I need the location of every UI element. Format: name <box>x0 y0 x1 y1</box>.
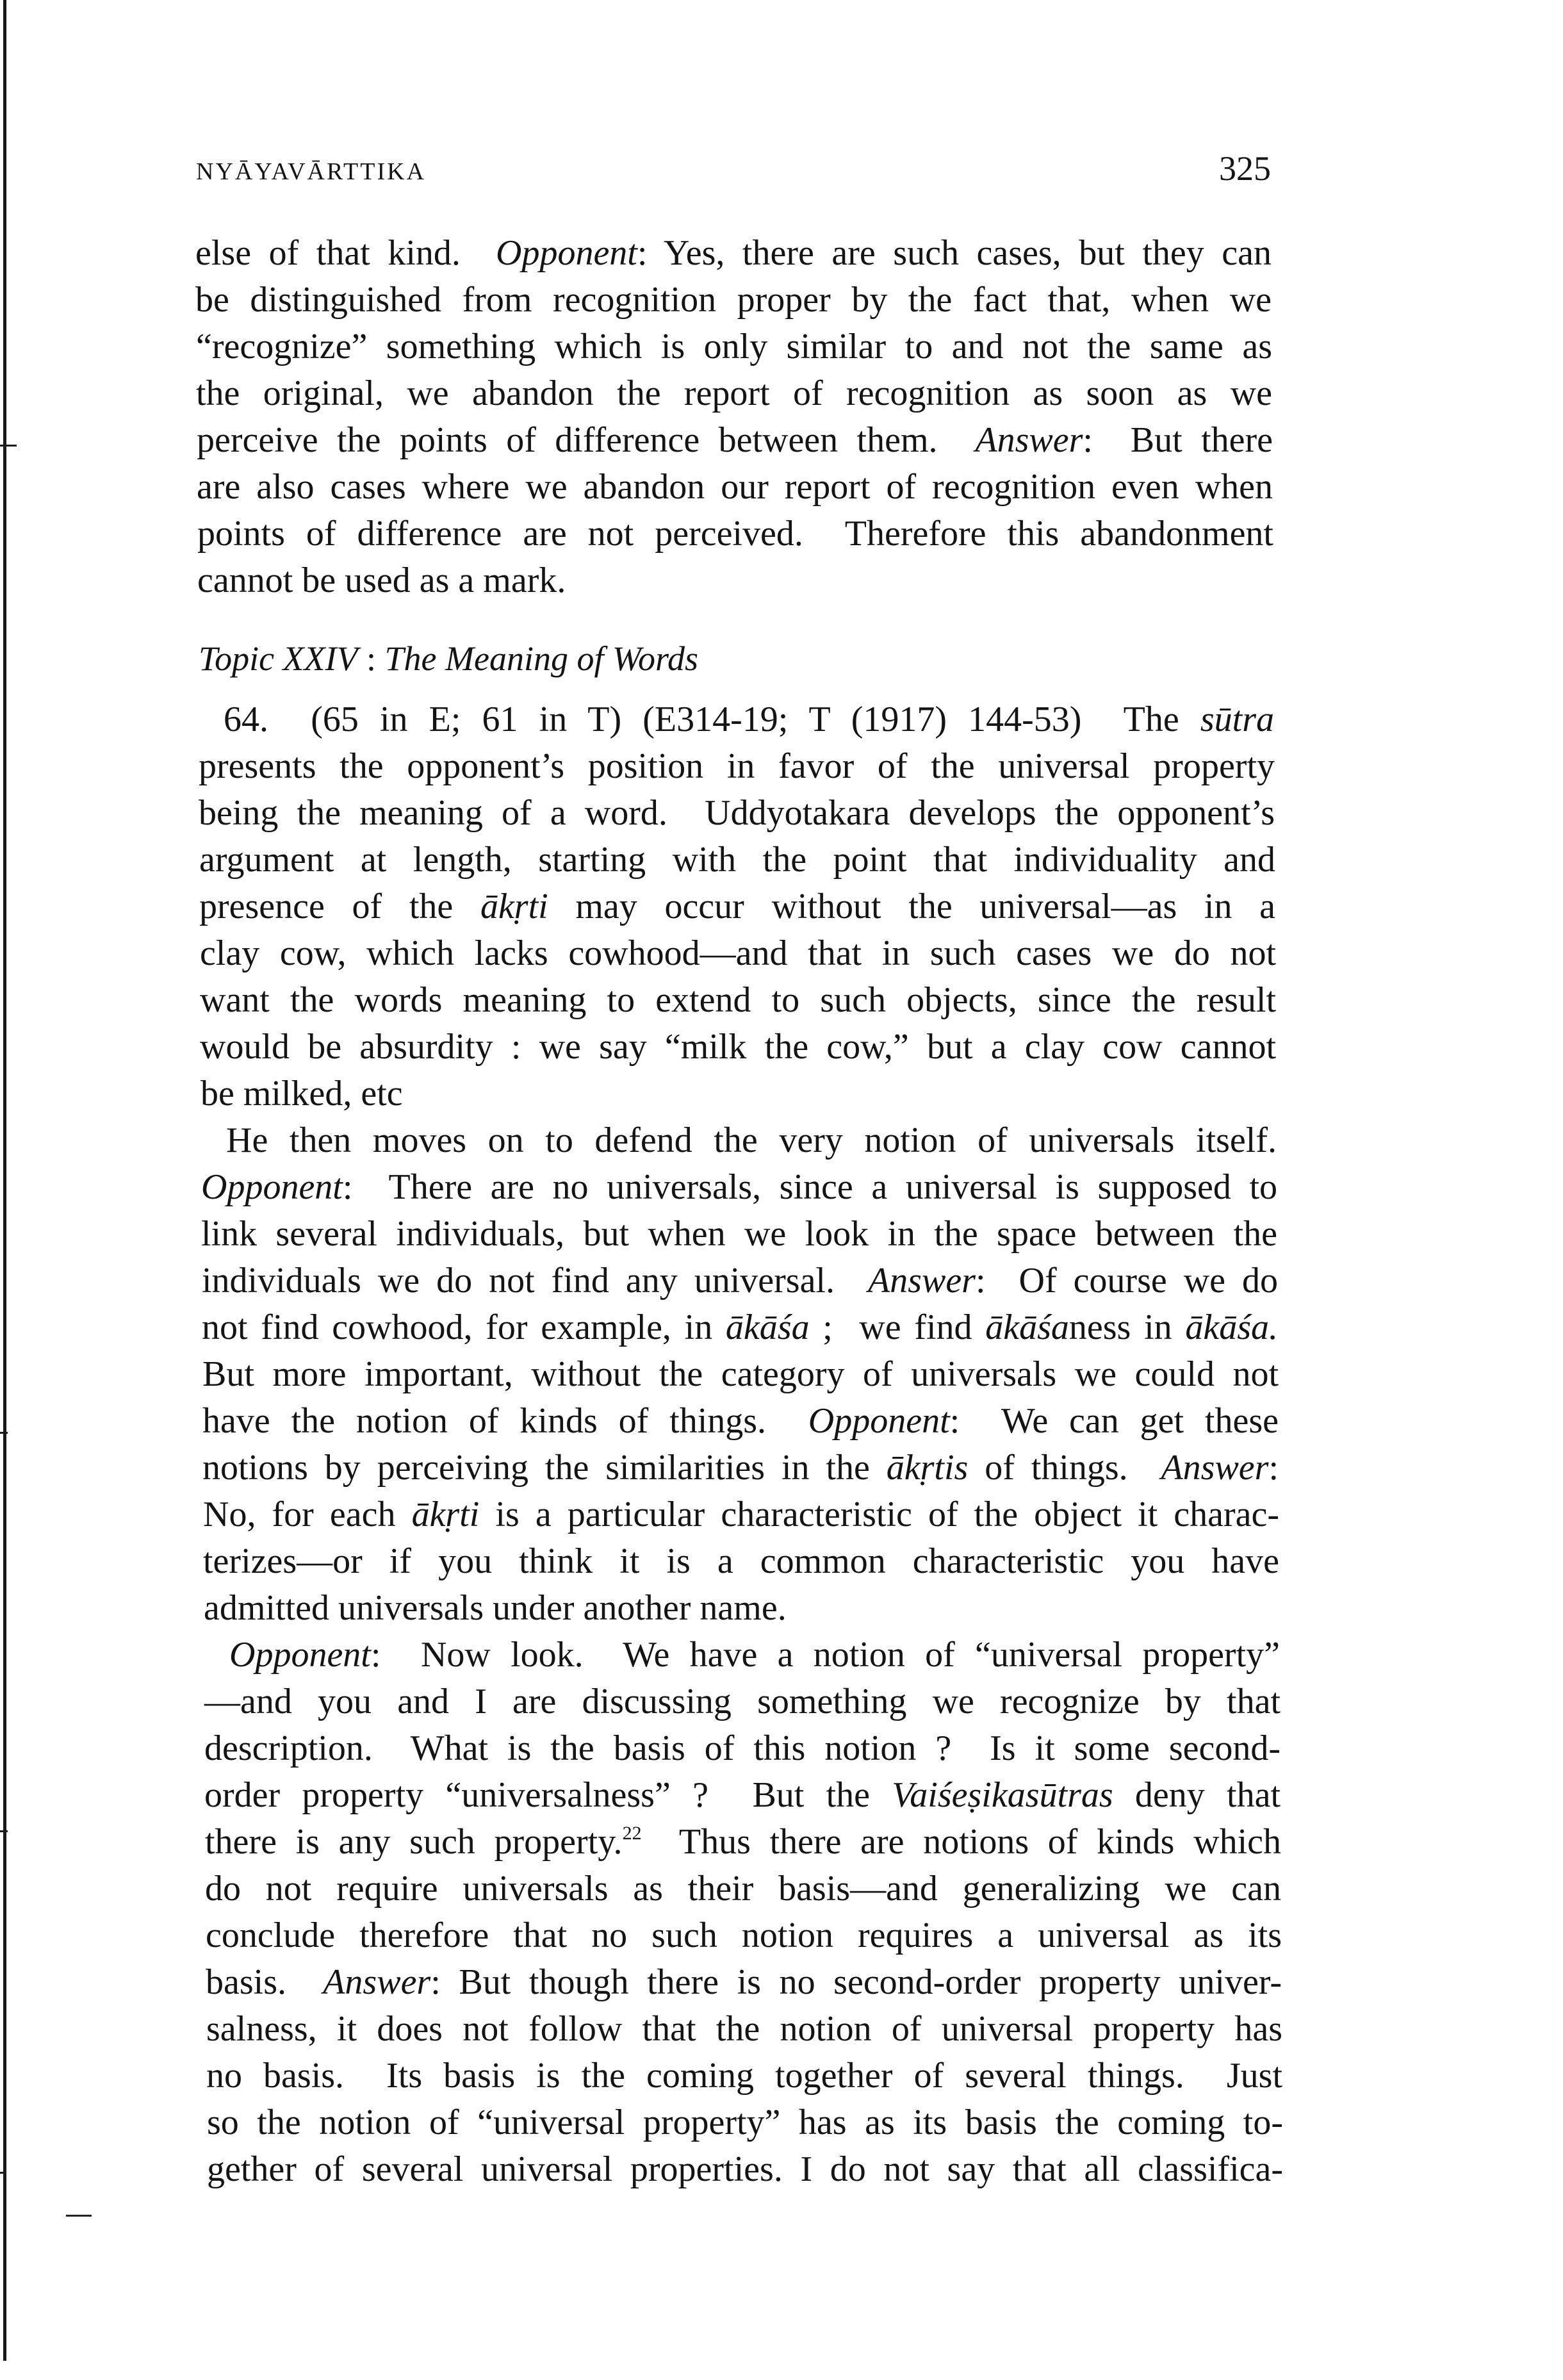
text-run: : But there <box>1083 420 1273 460</box>
text-run: —and you and I are discussing something we recognize by that <box>204 1682 1281 1721</box>
text-line <box>204 1777 1281 1813</box>
binding-mark <box>0 1432 8 1434</box>
binding-mark <box>0 2172 6 2174</box>
text-run: want the words meaning to extend to such objects, since the result <box>200 980 1276 1020</box>
italic-term: ākāśa <box>725 1308 810 1347</box>
text-line <box>204 1730 1281 1766</box>
italic-term: Opponent <box>201 1167 343 1207</box>
text-run: : Of course we do <box>975 1261 1278 1301</box>
text-run: link several individuals, but when we look in the space between the <box>201 1214 1277 1254</box>
text-line <box>198 702 1274 737</box>
text-line <box>200 935 1276 971</box>
page-binding-edge <box>3 0 6 2361</box>
text-line <box>201 1169 1277 1205</box>
text-line <box>202 1403 1279 1439</box>
text-line <box>200 1029 1276 1065</box>
text-run: so the notion of “universal property” has as its basis the coming to- <box>207 2103 1283 2142</box>
text-line <box>196 375 1272 411</box>
text-run: He then moves on to defend the very notion of universals itself. <box>226 1120 1277 1160</box>
text-run: of things. <box>968 1448 1161 1488</box>
section-topic-number: Topic XXIV <box>199 639 358 678</box>
section-heading-separator: : <box>357 639 385 678</box>
text-line <box>202 1309 1278 1345</box>
text-line <box>200 982 1276 1018</box>
text-line <box>200 1122 1277 1158</box>
italic-term: ākāśa. <box>1185 1308 1279 1347</box>
text-line <box>199 748 1275 784</box>
text-run: “recognize” something which is only similar to and not the same as <box>196 327 1272 366</box>
italic-term: Answer <box>323 1962 431 2002</box>
text-run: is a particular characteristic of the object it charac- <box>479 1495 1279 1534</box>
text-run: admitted universals under another name. <box>204 1588 787 1628</box>
text-line <box>195 235 1272 271</box>
text-run: 64. (65 in E; 61 in T) (E314-19; T (1917) 144-53) The <box>224 700 1200 739</box>
text-run: individuals we do not find any universal. <box>202 1261 868 1301</box>
text-run: cannot be used as a mark. <box>197 561 566 600</box>
italic-term: Opponent <box>229 1635 371 1675</box>
text-line <box>207 2105 1283 2140</box>
text-run: : We can get these <box>949 1401 1279 1441</box>
text-run: do not require universals as their basis—and generalizing we can <box>205 1869 1281 1908</box>
text-line <box>195 282 1272 318</box>
text-line <box>203 1497 1279 1532</box>
text-run: ; we find <box>809 1308 986 1347</box>
text-run: : But though there is no second-order property univer- <box>430 1962 1282 2002</box>
text-run: notions by perceiving the similarities in the <box>202 1448 887 1488</box>
text-line <box>205 1824 1281 1860</box>
text-line <box>205 1871 1281 1907</box>
binding-mark <box>0 445 17 447</box>
italic-term: Vaiśeṣikasūtras <box>892 1775 1113 1815</box>
text-run: ness in <box>1068 1308 1186 1347</box>
text-run: : There are no universals, since a universal is supposed to <box>342 1167 1277 1207</box>
text-line <box>197 562 1273 598</box>
section-heading <box>199 641 698 677</box>
text-run: be milked, etc <box>200 1074 403 1113</box>
text-line <box>196 329 1272 365</box>
italic-term: Answer <box>867 1261 976 1301</box>
text-line <box>197 469 1273 505</box>
italic-term: Answer <box>1161 1448 1269 1488</box>
text-line <box>204 1637 1280 1673</box>
text-run: description. What is the basis of this notion ? Is it some second- <box>204 1728 1281 1768</box>
text-line <box>202 1263 1278 1299</box>
text-run: basis. <box>206 1962 323 2002</box>
running-head-title: NYĀYAVĀRTTIKA <box>196 158 427 185</box>
italic-term: ākṛtis <box>886 1448 969 1488</box>
text-line <box>197 422 1273 458</box>
binding-mark <box>0 1830 8 1832</box>
text-run: else of that kind. <box>195 233 496 273</box>
margin-dash-mark <box>66 2215 92 2217</box>
text-line <box>207 2151 1283 2187</box>
text-run: the original, we abandon the report of recognition as soon as we <box>196 373 1272 413</box>
text-run: argument at length, starting with the point that individuality and <box>199 840 1275 880</box>
text-run: presents the opponent’s position in favor of the universal property <box>199 746 1275 786</box>
text-line <box>206 2058 1282 2094</box>
text-run: not find cowhood, for example, in <box>202 1308 726 1347</box>
text-run: order property “universalness” ? But the <box>204 1775 892 1815</box>
text-run: No, for each <box>203 1495 412 1534</box>
text-line <box>201 1216 1277 1252</box>
text-run: conclude therefore that no such notion requires a universal as its <box>206 1916 1282 1955</box>
italic-term: Opponent <box>808 1401 950 1441</box>
text-line <box>203 1543 1279 1579</box>
italic-term: ākṛti <box>411 1495 480 1534</box>
text-line <box>202 1356 1279 1392</box>
text-run: there is any such property. <box>205 1822 623 1862</box>
text-run: clay cow, which lacks cowhood—and that in such cases we do not <box>200 933 1276 973</box>
page-number: 325 <box>1219 149 1271 188</box>
text-run: presence of the <box>199 887 480 926</box>
text-line <box>199 889 1275 924</box>
text-line <box>200 1076 1277 1112</box>
text-run: are also cases where we abandon our report of recognition even when <box>197 467 1273 507</box>
text-run: have the notion of kinds of things. <box>202 1401 808 1441</box>
text-run: But more important, without the category of universals we could not <box>202 1354 1279 1394</box>
footnote-ref: 22 <box>622 1823 642 1844</box>
text-run: gether of several universal properties. I do not say that all classifica- <box>207 2149 1283 2189</box>
text-run: be distinguished from recognition proper by the fact that, when we <box>195 280 1272 320</box>
text-run: : Yes, there are such cases, but they can <box>637 233 1272 273</box>
text-line <box>202 1450 1279 1486</box>
text-run: may occur without the universal—as in a <box>548 887 1275 926</box>
italic-term: ākṛti <box>480 887 548 926</box>
text-line <box>204 1684 1281 1719</box>
text-run: perceive the points of difference between them. <box>197 420 976 460</box>
text-run: would be absurdity : we say “milk the cow,” but a clay cow cannot <box>200 1027 1276 1067</box>
text-run: : <box>1268 1448 1279 1488</box>
italic-term: Opponent <box>496 233 637 273</box>
text-run: terizes—or if you think it is a common characteristic you have <box>203 1541 1279 1581</box>
text-line <box>199 842 1275 878</box>
text-run: being the meaning of a word. Uddyotakara develops the opponent’s <box>199 793 1275 833</box>
text-run: points of difference are not perceived. Therefore this abandonment <box>197 514 1273 554</box>
text-run: salness, it does not follow that the notion of universal property has <box>206 2009 1282 2049</box>
italic-term: sūtra <box>1200 700 1274 739</box>
text-line <box>197 516 1273 552</box>
text-line <box>199 795 1275 831</box>
text-line <box>204 1590 1280 1626</box>
text-line <box>206 1917 1282 1953</box>
text-run: deny that <box>1113 1775 1281 1815</box>
text-run: no basis. Its basis is the coming together of several things. Just <box>206 2056 1282 2096</box>
text-run: : Now look. We have a notion of “universal property” <box>370 1635 1280 1675</box>
italic-term: ākāśa <box>985 1308 1069 1347</box>
text-run: Thus there are notions of kinds which <box>641 1822 1281 1862</box>
text-line <box>206 2011 1282 2047</box>
section-title: The Meaning of Words <box>384 639 699 678</box>
text-line <box>206 1964 1282 2000</box>
italic-term: Answer <box>975 420 1083 460</box>
